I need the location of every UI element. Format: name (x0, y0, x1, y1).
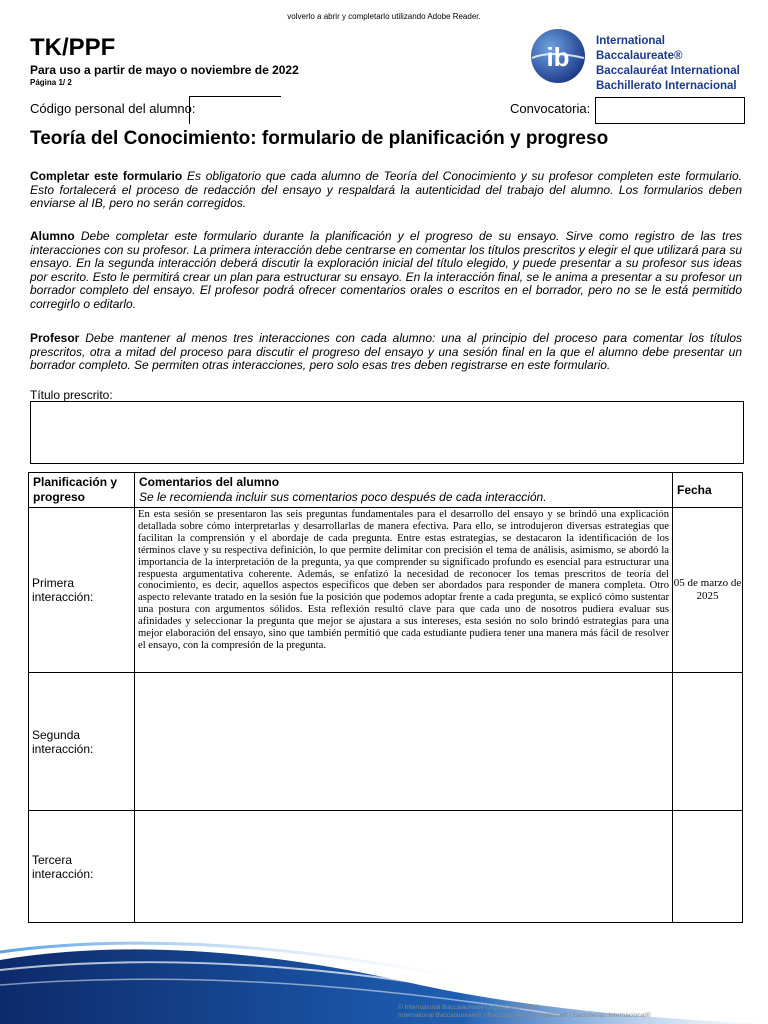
ib-logo (530, 28, 750, 92)
document-code: TK/PPF (30, 34, 116, 61)
ib-logo-icon (530, 28, 586, 84)
paragraph-body: Debe mantener al menos tres interacciones con cada alumno: una al principio del proceso para comentar los títulos prescritos, otra a mitad del proceso para discutir el progreso del ensayo y una sesión final en la que el alumno debe presentar un borrador completo. Se permiten otras interacciones, pero solo esas tres deben registrarse en este formulario. (30, 331, 742, 372)
comment-cell[interactable] (135, 673, 673, 811)
paragraph-profesor (30, 332, 742, 373)
date-cell[interactable]: 05 de marzo de 2025 (673, 508, 743, 673)
date-cell[interactable] (673, 811, 743, 923)
form-title: Teoría del Conocimiento: formulario de planificación y progreso (30, 128, 609, 149)
student-code-label: Código personal del alumno: (30, 101, 196, 116)
header-planning: Planificación y progreso (29, 473, 135, 508)
prescribed-title-field[interactable] (30, 401, 744, 464)
footer-copyright (398, 1004, 651, 1020)
table-header-row (29, 473, 743, 508)
paragraph-heading: Profesor (30, 331, 80, 345)
logo-line-1: International Baccalaureate® (596, 35, 683, 62)
session-field[interactable] (595, 97, 745, 124)
paragraph-alumno (30, 230, 742, 311)
table-row (29, 673, 743, 811)
table-row (29, 508, 743, 673)
paragraph-heading: Alumno (30, 229, 75, 243)
date-cell[interactable] (673, 673, 743, 811)
header-comments-subtitle: Se le recomienda incluir sus comentarios poco después de cada interacción. (139, 490, 547, 504)
footer-line-1: © International Baccalaureate Organization 2020 (398, 1004, 539, 1011)
header-date: Fecha (673, 473, 743, 508)
table-row (29, 811, 743, 923)
row-label: Segunda interacción: (29, 673, 135, 811)
logo-line-3: Bachillerato Internacional (596, 80, 737, 92)
header-comments (135, 473, 673, 508)
comment-cell[interactable] (135, 811, 673, 923)
comment-cell[interactable]: En esta sesión se presentaron las seis preguntas fundamentales para el desarrollo del ensayo y se brindó una explicación detallada sobre cómo interpretarlas y desarrollarlas de manera efectiva. Para ello, se introdujeron diversas estrategias que facilitan la comprensión y el abordaje de cada pregunta. Entre estas estrategias, se destacaron la identificación de los términos clave y su respectiva definición, lo que permite delimitar con precisión el tema de análisis, asimismo, se abordó la importancia de la interpretación de la pregunta, ya que comprender su significado profundo es esencial para estructurar una respuesta argumentativa coherente. Además, se enfatizó la necesidad de reconocer los temas prescritos de teoría del conocimiento, es decir, aquellos aspectos específicos que deben ser abordados para responder de manera completa. Otro aspecto relevante tratado en la sesión fue la posición que podemos adoptar frente a cada pregunta, se explicó cómo sustentar una postura con argumentos sólidos. Esta reflexión resultó clave para que cada uno de nosotros pudiera evaluar sus afinidades y seleccionar la pregunta que mejor se ajustara a sus intereses, esta sesión no solo brindó estrategias para una mejor elaboración del ensayo, sino que también permitió que cada estudiante pudiera tener una manera más fácil de resolver el ensayo, con la compresión de la pregunta. (135, 508, 673, 673)
paragraph-body: Es obligatorio que cada alumno de Teoría del Conocimiento y su profesor completen este formulario. Esto fortalecerá el proceso de redacción del ensayo y respaldará la autenticidad del trabajo del alumno. Los formularios deben enviarse al IB, pero no serán corregidos. (30, 169, 742, 210)
logo-letters: ib (546, 42, 570, 72)
row-label: Tercera interacción: (29, 811, 135, 923)
paragraph-heading: Completar este formulario (30, 169, 183, 183)
logo-line-2: Baccalauréat International (596, 65, 740, 77)
paragraph-completar (30, 170, 742, 211)
progress-table (28, 472, 743, 923)
footer-line-2: International Baccalaureate® | Baccalauréat International® | Bachillerato Internacional® (398, 1012, 651, 1019)
student-code-field[interactable] (189, 96, 281, 124)
top-note: volverlo a abrir y completarlo utilizando Adobe Reader. (287, 12, 481, 21)
page-number: Página 1/ 2 (30, 78, 72, 87)
prescribed-title-label: Título prescrito: (30, 388, 113, 402)
header-comments-title: Comentarios del alumno (139, 475, 280, 489)
session-label: Convocatoria: (510, 101, 591, 116)
row-label: Primera interacción: (29, 508, 135, 673)
usage-note: Para uso a partir de mayo o noviembre de 2022 (30, 63, 299, 77)
footer-wave-decoration (0, 930, 768, 1024)
paragraph-body: Debe completar este formulario durante la planificación y el progreso de su ensayo. Sirve como registro de las tres interacciones con su profesor. La primera interacción debe centrarse en comentar los títulos prescritos y elegir el que utilizará para su ensayo. En la segunda interacción deberá discutir la exploración inicial del título elegido, y puede presentar a su profesor sus ideas por escrito. Esto le permitirá crear un plan para estructurar su ensayo. En la interacción final, se le anima a presentar a su profesor un borrador completo del ensayo. El profesor podrá ofrecer comentarios orales o escritos en el borrador, pero no se le está permitido corregirlo o editarlo. (30, 229, 742, 311)
